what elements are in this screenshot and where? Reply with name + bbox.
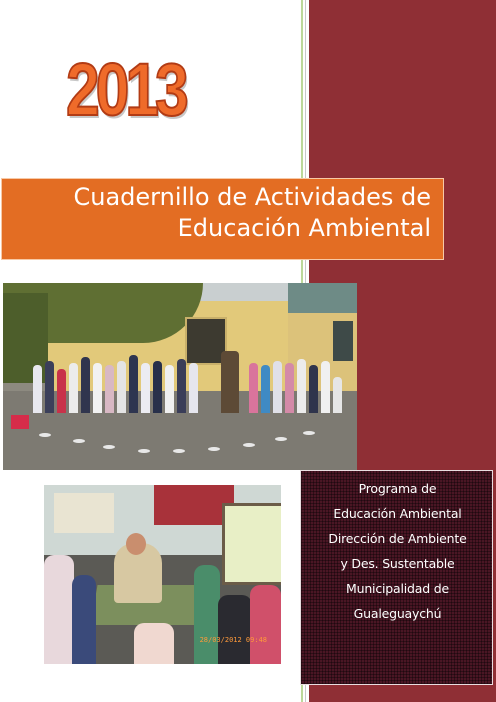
child <box>153 361 162 413</box>
chalk-dot <box>173 449 185 453</box>
photo-child <box>44 555 74 664</box>
photo-teacher-head <box>126 533 146 555</box>
photo-child <box>134 623 174 664</box>
program-info-box <box>300 470 493 685</box>
child <box>117 361 126 413</box>
child <box>45 361 54 413</box>
child <box>33 365 42 413</box>
child <box>141 363 150 413</box>
title-banner <box>1 178 444 260</box>
chalk-dot <box>73 439 85 443</box>
photo-child <box>250 585 281 664</box>
photo-children-group <box>31 351 351 413</box>
child <box>221 351 239 413</box>
cover-year: 2013 <box>66 48 185 131</box>
child <box>189 363 198 413</box>
child <box>81 357 90 413</box>
program-line-5: Municipalidad de <box>346 581 449 596</box>
program-line-4: y Des. Sustentable <box>340 556 455 571</box>
photo-giant-dice <box>11 415 29 429</box>
child <box>309 365 318 413</box>
child <box>273 361 282 413</box>
photo-child <box>218 595 252 664</box>
child <box>321 361 330 413</box>
photo-roof <box>288 283 357 315</box>
program-line-3: Dirección de Ambiente <box>328 531 467 546</box>
child <box>297 359 306 413</box>
child <box>129 355 138 413</box>
chalk-dot <box>303 431 315 435</box>
program-line-2: Educación Ambiental <box>333 506 462 521</box>
photo-bulletin-board <box>54 493 114 533</box>
photo-child <box>194 565 220 664</box>
photo-child <box>72 575 96 664</box>
child <box>105 365 114 413</box>
classroom-photo <box>44 485 281 664</box>
title-line-2: Educación Ambiental <box>177 214 431 242</box>
photo-paper-frame <box>222 503 281 585</box>
courtyard-photo <box>3 283 357 470</box>
chalk-dot <box>138 449 150 453</box>
child <box>249 363 258 413</box>
title-line-1: Cuadernillo de Actividades de <box>73 183 431 211</box>
chalk-dot <box>208 447 220 451</box>
child <box>285 363 294 413</box>
chalk-dot <box>243 443 255 447</box>
child <box>57 369 66 413</box>
photo-chalk-circle <box>3 431 357 451</box>
photo-date-stamp: 28/03/2012 09:48 <box>199 636 267 644</box>
child <box>165 365 174 413</box>
program-line-6: Gualeguaychú <box>353 606 442 621</box>
chalk-dot <box>103 445 115 449</box>
child <box>261 365 270 413</box>
chalk-dot <box>275 437 287 441</box>
child <box>333 377 342 413</box>
chalk-dot <box>39 433 51 437</box>
child <box>69 363 78 413</box>
child <box>93 363 102 413</box>
child <box>177 359 186 413</box>
program-line-1: Programa de <box>358 481 437 496</box>
